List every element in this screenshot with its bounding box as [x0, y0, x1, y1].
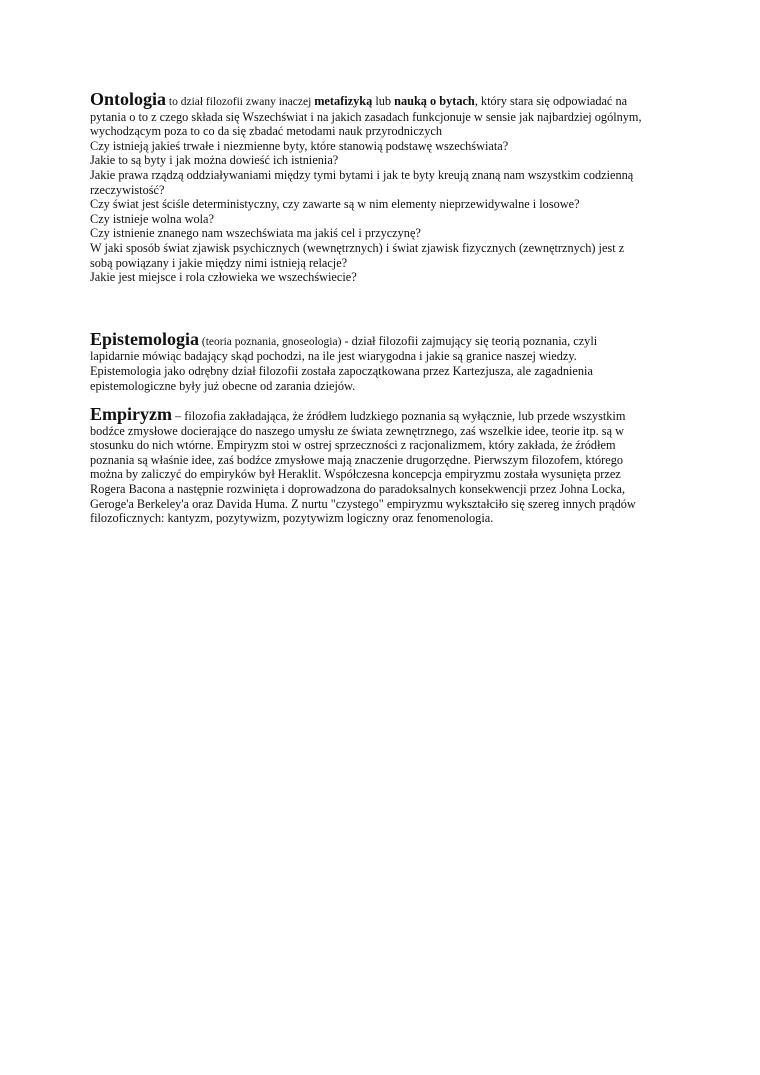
heading-empiryzm: Empiryzm [90, 404, 172, 425]
heading-ontologia: Ontologia [90, 89, 167, 109]
question-line: sobą powiązany i jakie między nimi istnieją relacje? [90, 255, 348, 270]
text-line: stosunku do nich wtórne. Empiryzm stoi w ostrej sprzeczności z racjonalizmem, który zakłada, że źródłem [90, 438, 616, 453]
question-line: Czy świat jest ściśle deterministyczny, czy zawarte są w nim elementy nieprzewidywalne i losowe? [90, 197, 580, 212]
text-line: pytania o to z czego składa się Wszechświat i na jakich zasadach funkcjonuje w sensie jak najbardziej ogólnym, [90, 109, 642, 124]
question-line: Czy istnienie znanego nam wszechświata ma jakiś cel i przyczynę? [90, 226, 421, 241]
ontologia-first-line [90, 89, 680, 110]
question-line: Czy istnieje wolna wola? [90, 211, 214, 226]
text-line: lapidarnie mówiąc badający skąd pochodzi, na ile jest wiarygodna i jakie są granice naszej wiedzy. [90, 349, 577, 364]
question-line: Jakie prawa rządzą oddziaływaniami między tymi bytami i jak te byty kreują znaną nam wszystkim codzienną [90, 167, 634, 182]
empiryzm-first-line [90, 404, 680, 425]
ontologia-intro-b: lub [372, 94, 395, 108]
heading-epistemologia: Epistemologia [90, 328, 200, 349]
term-metafizyka: metafizyką [314, 94, 373, 108]
text-line: Epistemologia jako odrębny dział filozofii została zapoczątkowana przez Kartezjusza, ale zagadnienia [90, 363, 593, 378]
epistemologia-first-line [90, 328, 680, 350]
document-page [90, 89, 680, 526]
text-line: bodźce zmysłowe docierające do naszego umysłu ze świata zewnętrznego, zaś wszelkie idee, teorie itp. są w [90, 423, 625, 438]
text-line: filozoficznych: kantyzm, pozytywizm, pozytywizm logiczny oraz fenomenologia. [90, 511, 494, 526]
ontologia-intro-c: , który stara się odpowiadać na [474, 94, 628, 108]
ontologia-intro-a: to dział filozofii zwany inaczej [166, 96, 315, 108]
text-line: Rogera Bacona a następnie rozwinięta i doprowadzona do paradoksalnych konsekwencji przez Johna Locka, [90, 482, 626, 497]
question-line: rzeczywistość? [90, 182, 165, 197]
section-epistemologia [90, 328, 680, 393]
text-line: Geroge'a Berkeley'a oraz Davida Huma. Z nurtu "czystego" empiryzmu wykształciło się szereg innych prądów [90, 496, 636, 511]
section-empiryzm [90, 404, 680, 526]
question-line: W jaki sposób świat zjawisk psychicznych (wewnętrznych) i świat zjawisk fizycznych (zewnętrznych) jest z [90, 240, 625, 255]
text-line: epistemologiczne były już obecne od zarania dziejów. [90, 378, 356, 393]
question-line: Jakie jest miejsce i rola człowieka we wszechświecie? [90, 270, 357, 285]
question-line: Czy istnieją jakieś trwałe i niezmienne byty, które stanowią podstawę wszechświata? [90, 138, 509, 153]
text-line: można by zaliczyć do empiryków był Heraklit. Współczesna koncepcja empiryzmu została wysunięta przez [90, 467, 621, 482]
text-line: wychodzącym poza to co da się zbadać metodami nauk przyrodniczych [90, 124, 443, 139]
text-line: poznania są właśnie idee, zaś bodźce zmysłowe mają znaczenie drugorzędne. Pierwszym filozofem, którego [90, 452, 623, 467]
empiryzm-intro: – filozofia zakładająca, że źródłem ludzkiego poznania są wyłącznie, lub przede wszystkim [171, 409, 626, 424]
section-ontologia [90, 89, 680, 285]
question-line: Jakie to są byty i jak można dowieść ich istnienia? [90, 153, 339, 168]
term-nauka-o-bytach: nauką o bytach [394, 94, 475, 108]
epistemologia-paren: (teoria poznania, gnoseologia) [199, 335, 342, 348]
epistemologia-intro: - dział filozofii zajmujący się teorią poznania, czyli [341, 333, 598, 348]
